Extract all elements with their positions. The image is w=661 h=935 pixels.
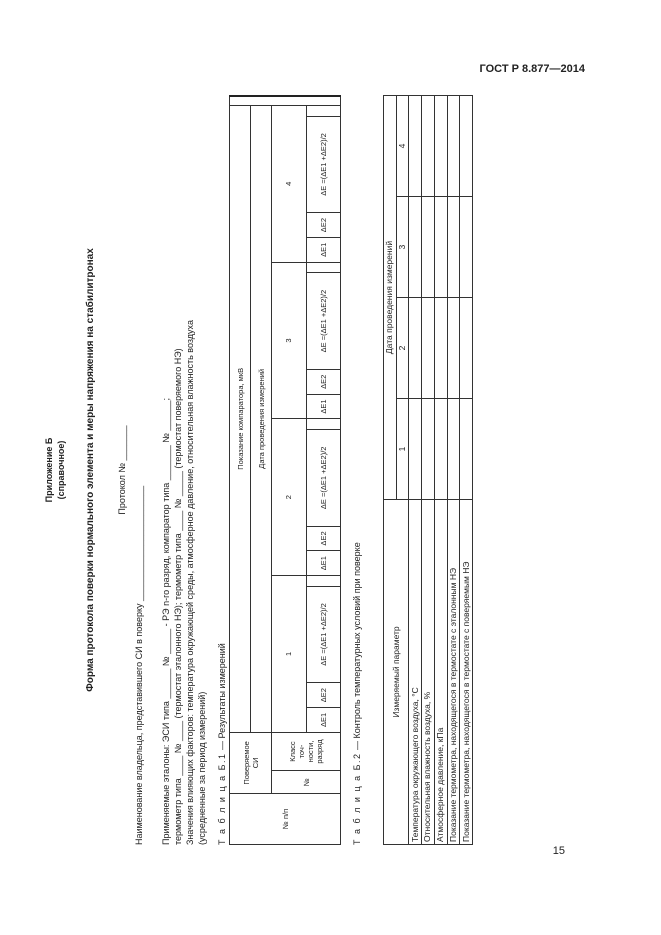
t1-sub: ΔE2 — [306, 526, 340, 551]
t1-sub: ΔE1 — [306, 708, 340, 733]
t2-date: 3 — [396, 197, 409, 298]
standards-line: Применяемые эталоны: ЭСИ типа ______ № _____ - РЭ n-го разряд, компаратор типа _______ № ______; — [161, 398, 171, 845]
page-number: 15 — [552, 845, 565, 857]
t2-col-param: Измеряемый параметр — [384, 500, 409, 845]
table2-caption — [351, 542, 363, 845]
t1-spacer — [230, 96, 341, 105]
t1-sub-blank — [306, 419, 340, 430]
t1-group-1: 1 — [272, 576, 306, 733]
table1-caption-text: — Результаты измерений — [217, 643, 227, 750]
t1-sub: ΔE =(ΔE1 +ΔE2)/2 — [306, 273, 340, 370]
rotated-page-content — [44, 95, 661, 845]
t1-col-class: Класс точ-ности, разряд — [272, 732, 341, 771]
t1-sub: ΔE2 — [306, 369, 340, 394]
t2-date: 4 — [396, 96, 409, 197]
form-title: Форма протокола поверки нормального элемента и меры напряжения на стабилитронах — [85, 248, 96, 692]
t1-group-2: 2 — [272, 419, 306, 576]
t2-row-label: Температура окружающего воздуха, °С — [409, 500, 422, 845]
t2-col-dates: Дата проведения измерений — [384, 96, 397, 500]
t1-sub: ΔE2 — [306, 683, 340, 708]
table2-caption-prefix: Т а б л и ц а Б.2 — [352, 752, 362, 845]
t1-col-device: Поверяемое СИ — [230, 732, 272, 793]
t1-group-3: 3 — [272, 262, 306, 419]
table-b2 — [383, 95, 473, 845]
t1-sub: ΔE =(ΔE1 +ΔE2)/2 — [306, 116, 340, 213]
t1-sub-blank — [306, 262, 340, 273]
t2-row-label: Показание термометра, находящегося в термостате с поверяемым НЭ — [460, 500, 473, 845]
t1-sub-blank — [306, 105, 340, 116]
t1-sub: ΔE2 — [306, 213, 340, 238]
t1-col-device-num: № — [272, 771, 341, 794]
t1-col-readings: Показание компаратора, мкВ — [230, 105, 251, 732]
factors-line: Значения влияющих факторов: температура окружающей среды, атмосферное давление, относительная влажность воздуха — [185, 320, 195, 845]
t2-row-label: Атмосферное давление, кПа — [434, 500, 447, 845]
t1-sub: ΔE =(ΔE1 +ΔE2)/2 — [306, 430, 340, 527]
t1-sub: ΔE1 — [306, 394, 340, 419]
table2-caption-text: — Контроль температурных условий при поверке — [352, 542, 362, 750]
t1-sub: ΔE1 — [306, 551, 340, 576]
t2-date: 1 — [396, 399, 409, 500]
t2-date: 2 — [396, 298, 409, 399]
t1-col-num: № п/п — [230, 794, 341, 845]
t1-sub-blank — [306, 576, 340, 587]
averaged-line: (усредненные за период измерений) — [197, 691, 207, 845]
appendix-title: Приложение Б — [44, 437, 54, 503]
appendix-note: (справочное) — [56, 440, 66, 500]
t2-row-label: Относительная влажность воздуха, % — [422, 500, 435, 845]
t1-sub: ΔE1 — [306, 237, 340, 262]
thermometers-line: термометр типа ____ № ____ (термостат эталонного НЭ); термометр типа ____ № _____ (термостат поверяемого НЭ) — [173, 348, 183, 845]
t1-group-4: 4 — [272, 105, 306, 262]
table-b1 — [229, 95, 341, 845]
table1-caption — [216, 643, 228, 845]
standard-header: ГОСТ Р 8.877—2014 — [479, 63, 585, 75]
protocol-number: Протокол № _______ — [117, 425, 127, 515]
owner-line: Наименование владельца, представившего СИ в поверку _______________________ — [134, 485, 144, 845]
t1-col-dates: Дата проведения измерений — [251, 105, 272, 732]
t1-sub: ΔE =(ΔE1 +ΔE2)/2 — [306, 586, 340, 683]
t2-row-label: Показание термометра, находящегося в термостате с эталонным НЭ — [447, 500, 460, 845]
table1-caption-prefix: Т а б л и ц а Б.1 — [217, 752, 227, 845]
